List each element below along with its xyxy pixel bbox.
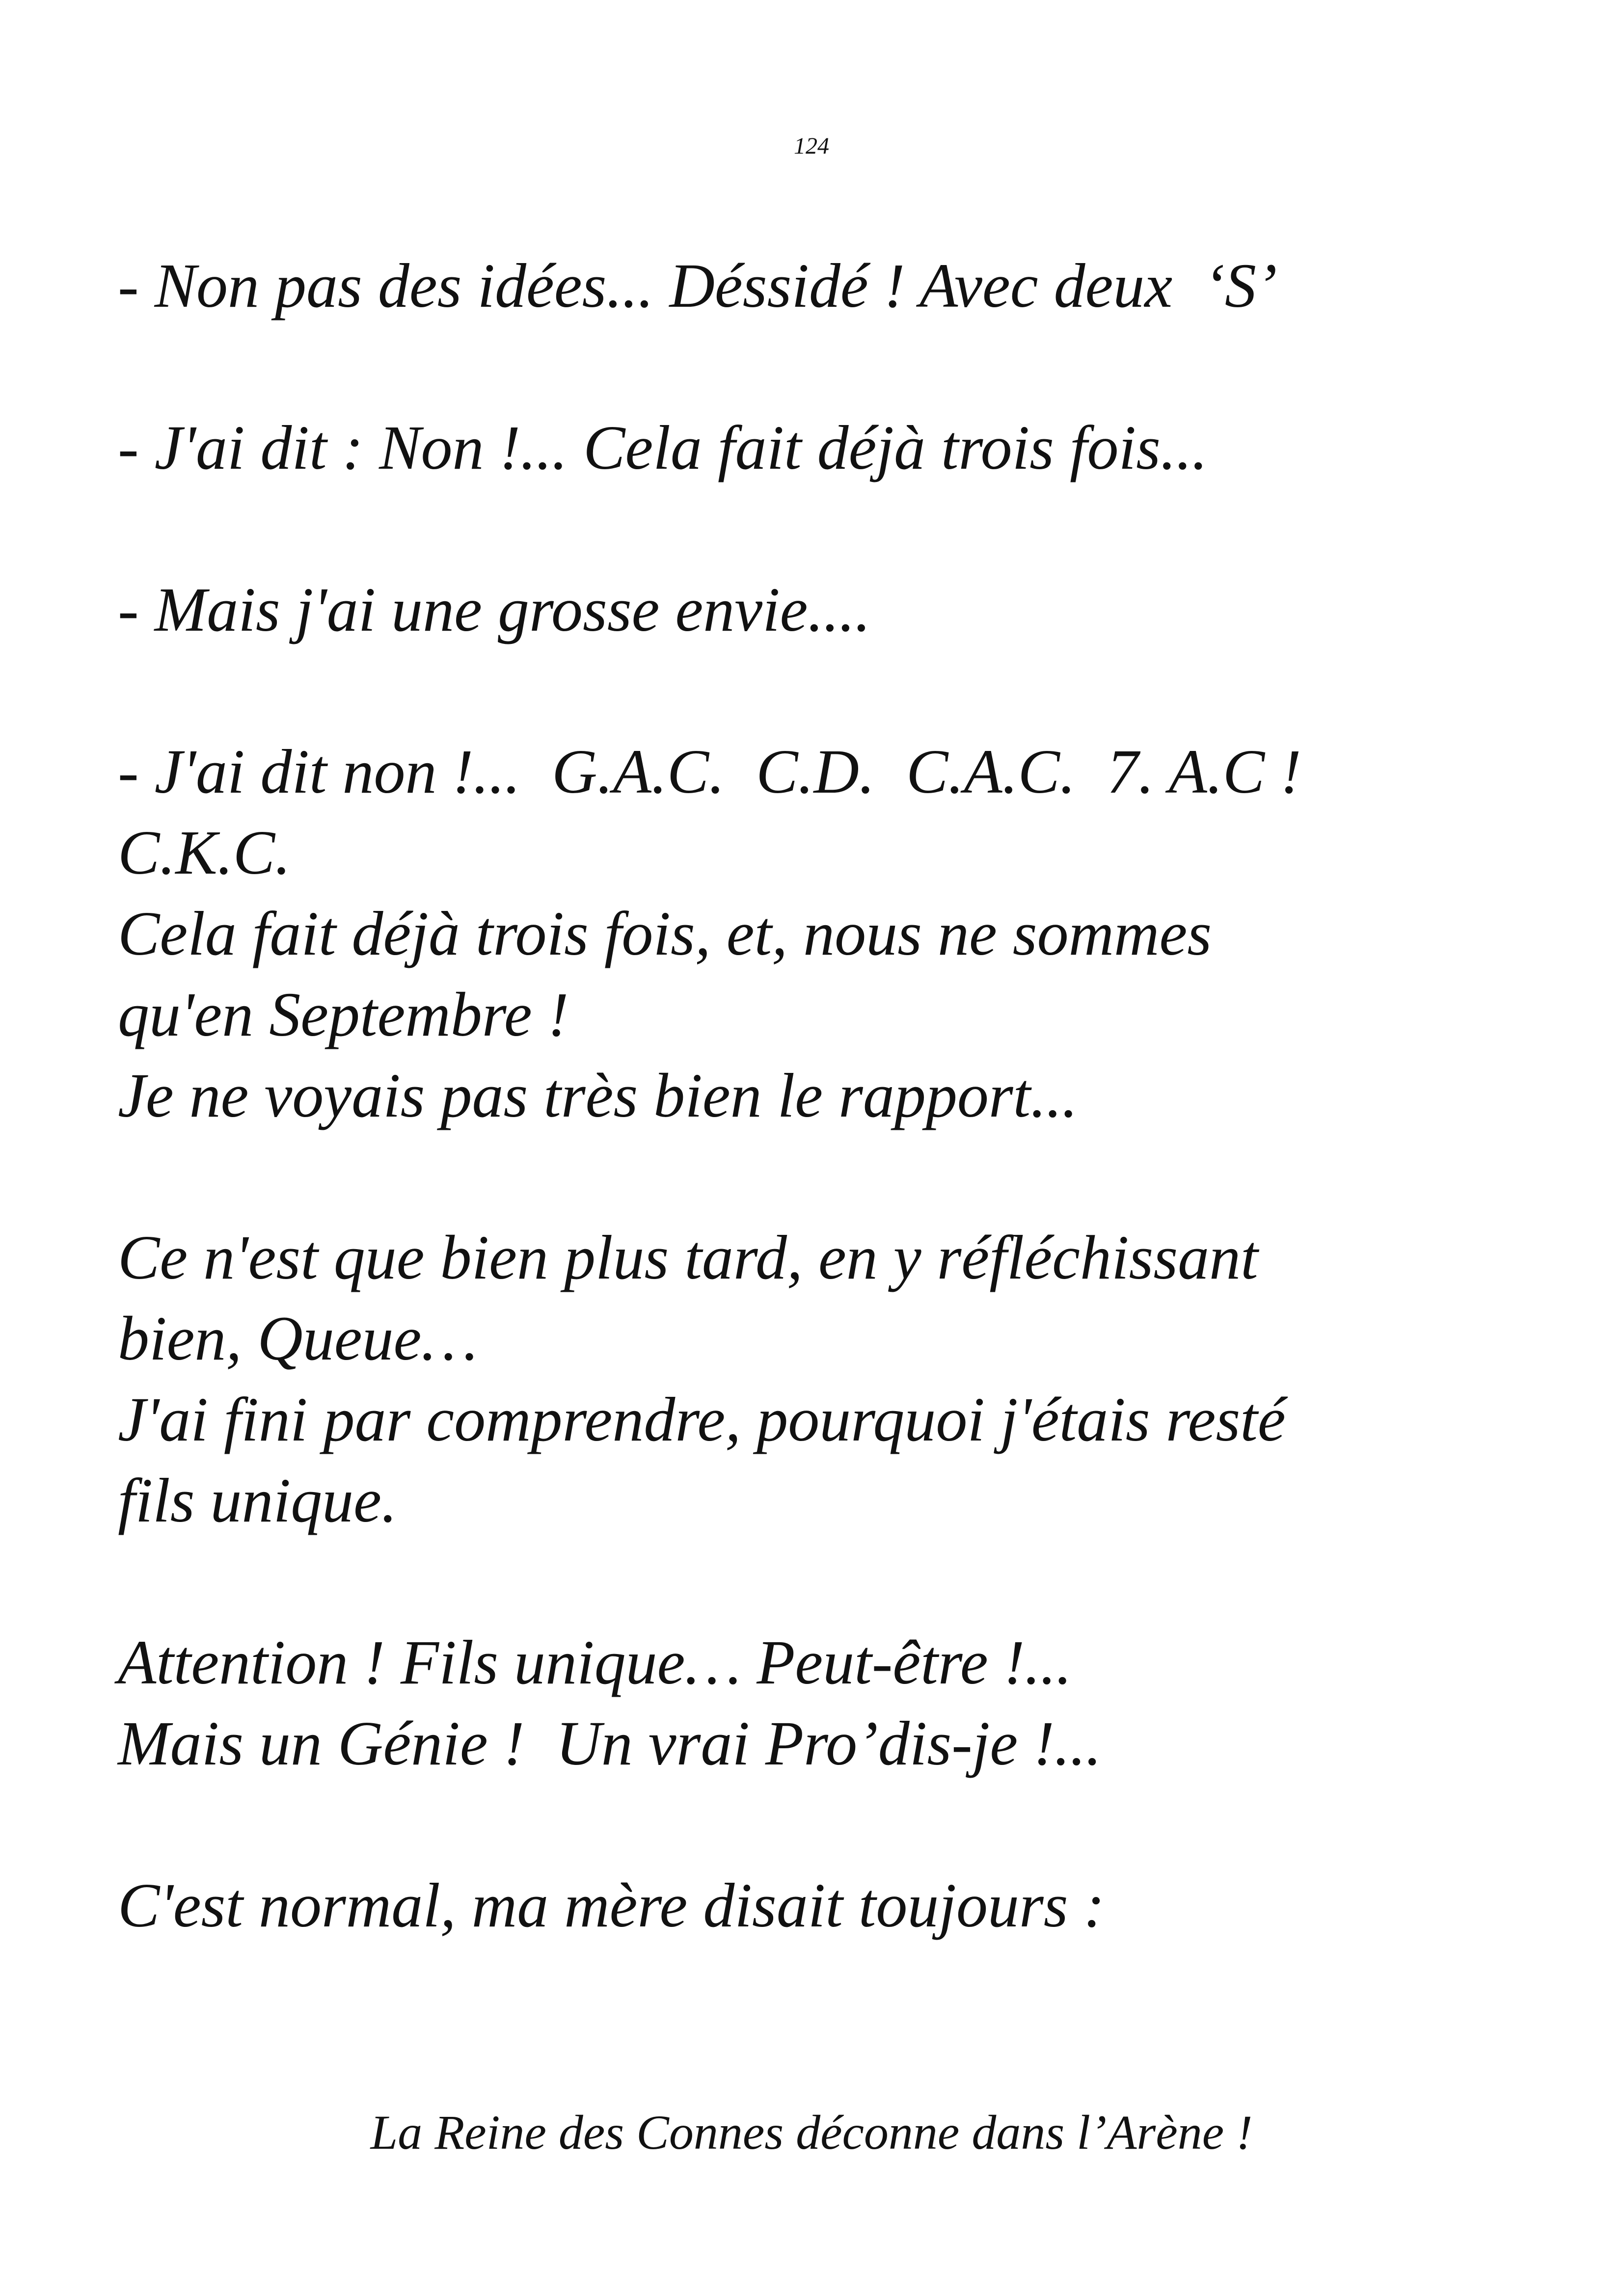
text-line: Mais un Génie ! Un vrai Pro’dis-je !... — [118, 1709, 1102, 1778]
text-line: J'ai fini par comprendre, pourquoi j'étais resté — [118, 1385, 1286, 1454]
text-line: fils unique. — [118, 1466, 397, 1535]
body-text — [118, 245, 1542, 1946]
page-number: 124 — [794, 133, 829, 159]
text-line: Cela fait déjà trois fois, et, nous ne sommes — [118, 899, 1212, 968]
text-line: qu'en Septembre ! — [118, 980, 569, 1049]
text-line: Ce n'est que bien plus tard, en y réfléchissant — [118, 1223, 1258, 1292]
text-line: Attention ! Fils unique… Peut-être !... — [118, 1628, 1072, 1697]
text-line: - Non pas des idées... Déssidé ! Avec deux ‘S’ — [118, 251, 1277, 320]
footer-title: La Reine des Connes déconne dans l’Arène ! — [370, 2105, 1253, 2160]
text-line: C.K.C. — [118, 818, 291, 887]
text-line: - J'ai dit : Non !... Cela fait déjà trois fois... — [118, 413, 1208, 482]
text-line: - J'ai dit non !... G.A.C. C.D. C.A.C. 7. A.C ! — [118, 737, 1301, 806]
text-line: C'est normal, ma mère disait toujours : — [118, 1870, 1105, 1940]
text-line: bien, Queue… — [118, 1304, 478, 1373]
text-line: - Mais j'ai une grosse envie.... — [118, 575, 871, 644]
text-line: Je ne voyais pas très bien le rapport... — [118, 1061, 1078, 1130]
